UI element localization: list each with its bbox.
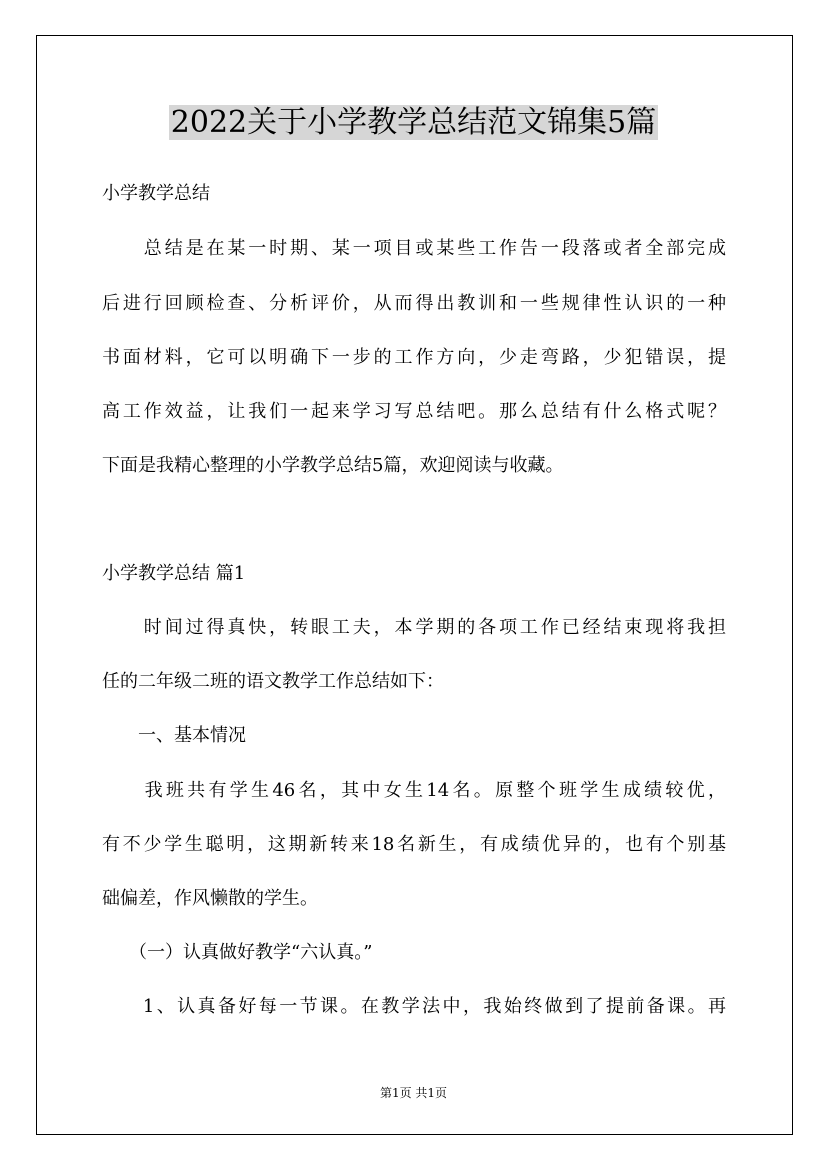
paragraph-line: 时间过得真快，转眼工夫，本学期的各项工作已经结束现将我担 [102, 617, 726, 638]
paragraph-line: 书面材料，它可以明确下一步的工作方向，少走弯路，少犯错误，提 [102, 347, 726, 368]
paragraph-line: 础偏差，作风懒散的学生。 [102, 888, 318, 909]
section-heading: 小学教学总结 [102, 183, 210, 204]
section-heading: 小学教学总结 篇1 [102, 563, 246, 584]
paragraph-line: 我班共有学生46名，其中女生14名。原整个班学生成绩较优， [102, 780, 726, 801]
subheading: （一）认真做好教学“六认真。” [102, 942, 373, 963]
paragraph-line: 1、认真备好每一节课。在教学法中，我始终做到了提前备课。再 [102, 996, 726, 1017]
paragraph-line: 任的二年级二班的语文教学工作总结如下： [102, 671, 444, 692]
subheading: 一、基本情况 [102, 725, 246, 746]
paragraph-line: 高工作效益，让我们一起来学习写总结吧。那么总结有什么格式呢？ [102, 401, 726, 422]
paragraph-line: 有不少学生聪明，这期新转来18名新生，有成绩优异的，也有个别基 [102, 834, 726, 855]
page-footer: 第1页 共1页 [379, 1086, 448, 1100]
document-title: 2022关于小学教学总结范文锦集5篇 [170, 105, 657, 140]
paragraph-line: 下面是我精心整理的小学教学总结5篇，欢迎阅读与收藏。 [102, 455, 564, 476]
paragraph-line: 总结是在某一时期、某一项目或某些工作告一段落或者全部完成 [102, 238, 726, 259]
paragraph-line: 后进行回顾检查、分析评价，从而得出教训和一些规律性认识的一种 [102, 293, 726, 314]
